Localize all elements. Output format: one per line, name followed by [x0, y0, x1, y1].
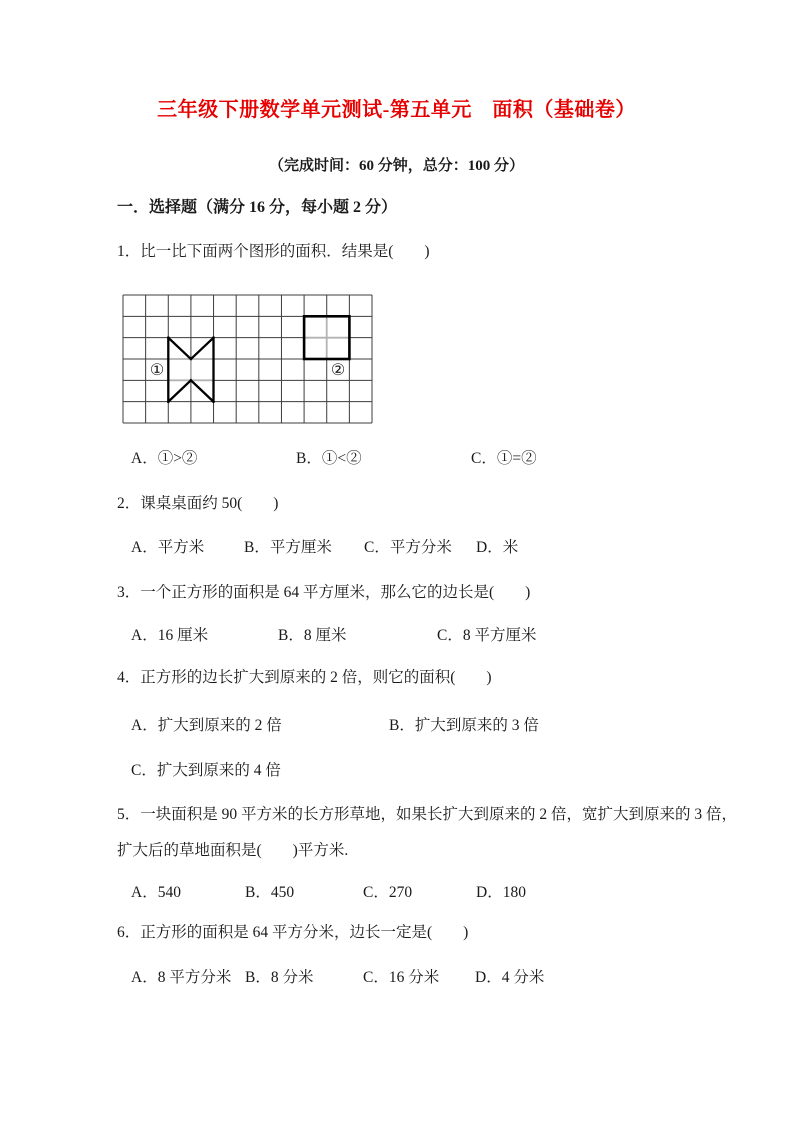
- question-3-text: 3．一个正方形的面积是 64 平方厘米，那么它的边长是( ): [117, 584, 531, 601]
- page-subtitle: （完成时间：60 分钟，总分：100 分）: [268, 158, 524, 174]
- option-label: A．8 平方分米: [131, 969, 232, 986]
- option-label: A．平方米: [131, 539, 205, 556]
- question-6-options: [131, 968, 544, 988]
- option-label: B．①<②: [296, 450, 362, 467]
- question-2-text: 2．课桌桌面约 50( ): [117, 495, 279, 512]
- option-label: C．扩大到原来的 4 倍: [131, 762, 281, 779]
- question-5-text-line1: 5．一块面积是 90 平方米的长方形草地，如果长扩大到原来的 2 倍，宽扩大到原来的 3 倍，: [117, 806, 738, 823]
- question-5-text-line2: 扩大后的草地面积是( )平方米.: [117, 842, 349, 859]
- shape2-label: ②: [330, 362, 346, 379]
- question-3-options: [131, 626, 536, 646]
- option-label: C．8 平方厘米: [437, 627, 537, 644]
- page-title: 三年级下册数学单元测试-第五单元 面积（基础卷）: [157, 99, 636, 121]
- option-label: A．①>②: [131, 450, 198, 467]
- question-2-options: [131, 538, 518, 558]
- shape1-label: ①: [149, 362, 165, 379]
- area-grid-figure: [122, 294, 373, 429]
- question-4-text: 4．正方形的边长扩大到原来的 2 倍，则它的面积( ): [117, 669, 492, 686]
- grid-figure-svg: [122, 294, 373, 424]
- question-1-options: [131, 449, 537, 469]
- section-heading: 一．选择题（满分 16 分，每小题 2 分）: [117, 199, 398, 216]
- option-label: C．16 分米: [363, 969, 440, 986]
- option-label: A．扩大到原来的 2 倍: [131, 717, 282, 734]
- option-label: B．平方厘米: [244, 539, 332, 556]
- option-label: C．270: [363, 884, 413, 901]
- option-label: A．16 厘米: [131, 627, 209, 644]
- option-label: C．①=②: [471, 450, 537, 467]
- question-5-options: [131, 883, 526, 903]
- question-6-text: 6．正方形的面积是 64 平方分米，边长一定是( ): [117, 924, 469, 941]
- option-label: B．8 厘米: [278, 627, 347, 644]
- option-label: B．扩大到原来的 3 倍: [389, 717, 539, 734]
- option-label: D．4 分米: [475, 969, 545, 986]
- option-label: B．450: [245, 884, 295, 901]
- option-label: C．平方分米: [364, 539, 452, 556]
- question-1-text: 1．比一比下面两个图形的面积．结果是( ): [117, 243, 430, 260]
- option-label: B．8 分米: [245, 969, 314, 986]
- question-4-options-row1: [131, 716, 539, 736]
- question-4-options-row2: [131, 761, 281, 781]
- option-label: D．米: [476, 539, 519, 556]
- option-label: D．180: [476, 884, 526, 901]
- option-label: A．540: [131, 884, 181, 901]
